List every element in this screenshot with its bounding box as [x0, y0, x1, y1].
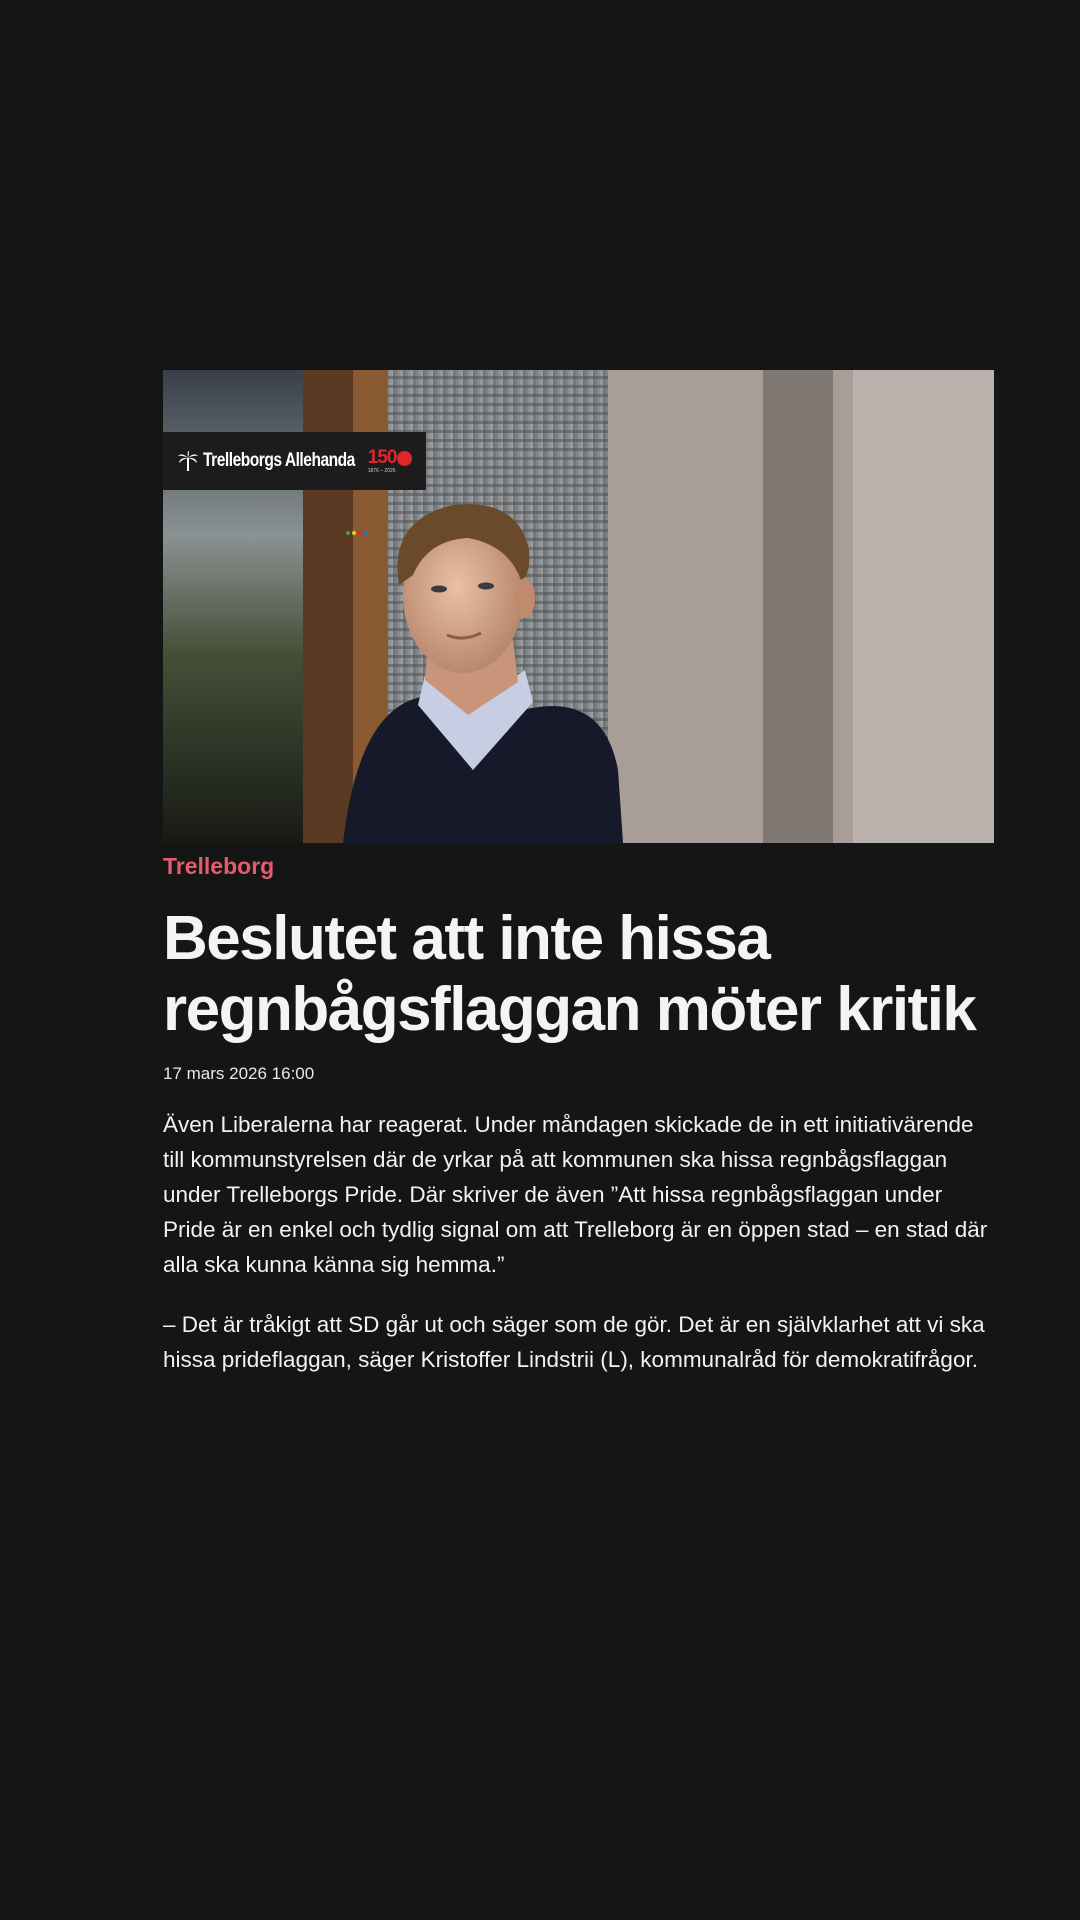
brand-logo: [163, 432, 426, 490]
anniversary-badge-icon: [397, 451, 412, 466]
article-hero-image[interactable]: [163, 370, 994, 843]
anniversary-years: 1876 – 2026: [367, 468, 396, 474]
palm-tree-icon: [177, 450, 199, 472]
brand-dot: [358, 531, 362, 535]
brand-dot: [364, 531, 368, 535]
publish-timestamp: 17 mars 2026 16:00: [163, 1064, 315, 1083]
body-paragraph: Även Liberalerna har reagerat. Under måndagen skickade de in ett initiativärende till kommunstyrelsen där de yrkar på att kommunen ska hissa regnbågsflaggan under Trelleborgs Pride. Där skriver de även ”Att hissa regnbågsflaggan under Pride är en enkel och tydlig signal om att Trelleborg är en öppen stad – en stad där alla ska kunna känna sig hemma.”: [163, 1112, 988, 1277]
body-paragraph: – Det är tråkigt att SD går ut och säger som de gör. Det är en självklarhet att vi ska hissa prideflaggan, säger Kristoffer Lindstrii (L), kommunalråd för demokratifrågor.: [163, 1312, 985, 1372]
article-headline: Beslutet att inte hissa regnbågsflaggan möter kritik: [163, 904, 976, 1044]
article: [163, 370, 994, 1400]
anniversary-mark: [368, 448, 413, 474]
brand-dot: [346, 531, 350, 535]
brand-name: Trelleborgs Allehanda: [202, 450, 355, 471]
brand-dot: [352, 531, 356, 535]
section-link[interactable]: Trelleborg: [163, 853, 275, 879]
anniversary-number: 150: [367, 447, 397, 468]
brand-dots: [346, 531, 368, 535]
